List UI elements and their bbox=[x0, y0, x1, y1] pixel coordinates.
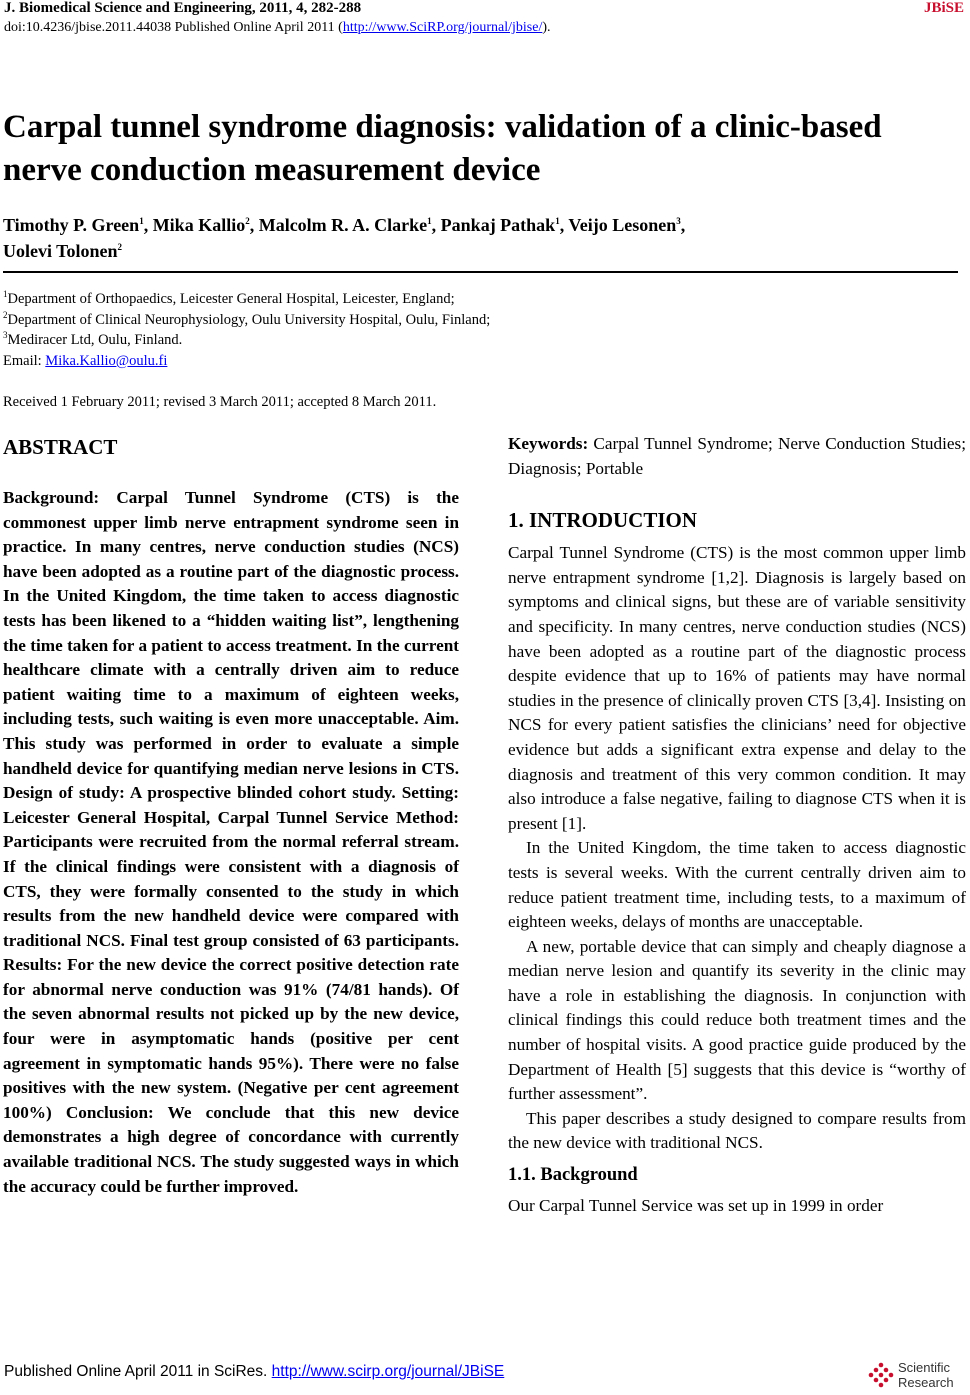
paper-title: Carpal tunnel syndrome diagnosis: validation of a clinic-based nerve conduction measurement device bbox=[3, 109, 882, 188]
author-affil-mark: 2 bbox=[245, 216, 250, 226]
email-link[interactable]: Mika.Kallio@oulu.fi bbox=[45, 352, 168, 369]
affiliation-line: $^3$Mediracer Ltd, Oulu, Finland. bbox=[3, 330, 183, 348]
doi-suffix: ). bbox=[542, 20, 551, 35]
author-affil-mark: 2 bbox=[117, 242, 123, 252]
received-dates: Received 1 February 2011; revised 3 March 2011; accepted 8 March 2011. bbox=[3, 394, 437, 410]
affiliations bbox=[3, 289, 490, 371]
logo-wordmark: Scientific Research bbox=[898, 1360, 954, 1390]
intro-paragraph: A new, portable device that can simply and cheaply diagnose a median nerve lesion and quantify its severity in the clinic may have a role in establishing the diagnosis. In conjunction with clinical findings this could reduce both treatment times and the number of hospital visits. A good practice guide produced by the Department of Health [5] suggests that this device is “worthy of further assessment”. bbox=[508, 936, 966, 1104]
author-name: Veijo Lesonen bbox=[568, 215, 677, 235]
author-name: Timothy P. Green bbox=[3, 215, 140, 235]
author-affil-mark: 3 bbox=[676, 216, 681, 226]
right-column bbox=[508, 432, 966, 1219]
email-line bbox=[3, 351, 490, 372]
journal-abbrev: JBiSE bbox=[923, 0, 964, 16]
left-column bbox=[3, 432, 459, 1199]
logo-mark-icon bbox=[866, 1360, 896, 1390]
abstract-heading: ABSTRACT bbox=[3, 435, 118, 459]
intro-paragraph: In the United Kingdom, the time taken to access diagnostic tests is several weeks. With the current centrally driven aim to reduce patient treatment time, including tests, to a maximum of eighteen weeks, delays of months are unacceptable. bbox=[508, 838, 966, 932]
author-name: Pankaj Pathak bbox=[440, 215, 556, 235]
footer-link[interactable]: http://www.scirp.org/journal/JBiSE bbox=[271, 1363, 505, 1380]
author-affil-mark: 1 bbox=[427, 216, 432, 226]
author-name: Uolevi Tolonen bbox=[3, 241, 118, 261]
author-name: Mika Kallio bbox=[152, 215, 246, 235]
intro-paragraph: Carpal Tunnel Syndrome (CTS) is the most common upper limb nerve entrapment syndrome [1,2]. Diagnosis is largely based on symptoms and clinical signs, but these are of variable sensitivity and specificity. In many centres, nerve conduction studies (NCS) have been adopted as a routine part of the diagnostic process despite evidence that up to 16% of patients may have normal studies in the presence of clinically proven CTS [3,4]. Insisting on NCS for every patient satisfies the clinicians’ need for objective evidence but adds a significant extra expense and delay to the diagnosis and treatment of this very common condition. It may also introduce a false negative, failing to diagnose CTS when it is present [1]. bbox=[508, 543, 966, 833]
affiliation-line: $^1$Department of Orthopaedics, Leicester General Hospital, Leicester, England; bbox=[3, 289, 455, 307]
email-label: Email: bbox=[3, 352, 46, 369]
abstract-body: Background: Carpal Tunnel Syndrome (CTS) is the commonest upper limb nerve entrapment syndrome seen in practice. In many centres, nerve conduction studies (NCS) have been adopted as a routine part of the diagnostic process. In the United Kingdom, the time taken to access diagnostic tests has been likened to a “hidden waiting list”, lengthening the time taken for a patient to access treatment. In the current healthcare climate with a centrally driven aim to reduce patient waiting time to a maximum of eighteen weeks, including tests, such waiting is even more unacceptable. Aim. This study was performed in order to evaluate a simple handheld device for quantifying median nerve lesions in CTS. Design of study: A prospective blinded cohort study. Setting: Leicester General Hospital, Carpal Tunnel Service Method: Participants were recruited from the normal referral stream. If the clinical findings were consistent with a diagnosis of CTS, they were formally consented to the study in which results from the new handheld device were compared with traditional NCS. Final test group consisted of 63 participants. Results: For the new device the correct positive detection rate for abnormal nerve conduction was 91% (74/81 hands). Of the seven abnormal results not picked up by the new device, four were in asymptomatic hands (positive per cent agreement in symptomatic hands 95%). There were no false positives with the new system. (Negative per cent agreement 100%) Conclusion: We conclude that this new device demonstrates a high degree of concordance with currently available traditional NCS. The study suggested ways in which the accuracy could be further improved. bbox=[3, 488, 459, 1196]
doi-line bbox=[4, 20, 551, 36]
doi-prefix: doi:10.4236/jbise.2011.44038 Published Online April 2011 ( bbox=[4, 20, 343, 35]
keywords-text: Carpal Tunnel Syndrome; Nerve Conduction Studies; Diagnosis; Portable bbox=[508, 434, 966, 478]
background-paragraph: Our Carpal Tunnel Service was set up in 1999 in order bbox=[508, 1196, 884, 1216]
keywords-label: Keywords: bbox=[508, 434, 589, 453]
scientific-research-logo bbox=[866, 1360, 964, 1392]
journal-link[interactable]: http://www.SciRP.org/journal/jbise/ bbox=[342, 20, 543, 35]
author-affil-mark: 1 bbox=[555, 216, 560, 226]
header-divider bbox=[3, 271, 958, 273]
intro-paragraph: This paper describes a study designed to compare results from the new device with traditional NCS. bbox=[508, 1108, 966, 1153]
introduction-heading: 1. INTRODUCTION bbox=[508, 508, 698, 533]
author-list: Timothy P. Green$^1$, Mika Kallio$^2$, Malcolm R. A. Clarke$^1$, Pankaj Pathak$^1$, Veijo Lesonen$^3$, Uolevi Tolonen$^2$ bbox=[3, 215, 686, 261]
background-heading: 1.1. Background bbox=[508, 1165, 638, 1186]
author-affil-mark: 1 bbox=[139, 216, 144, 226]
journal-citation: J. Biomedical Science and Engineering, 2011, 4, 282-288 bbox=[4, 0, 362, 16]
author-name: Malcolm R. A. Clarke bbox=[258, 215, 428, 235]
affiliation-line: $^2$Department of Clinical Neurophysiology, Oulu University Hospital, Oulu, Finland; bbox=[3, 309, 491, 328]
keywords bbox=[508, 432, 966, 481]
footer-text: Published Online April 2011 in SciRes. bbox=[4, 1363, 272, 1380]
footer bbox=[4, 1363, 504, 1381]
